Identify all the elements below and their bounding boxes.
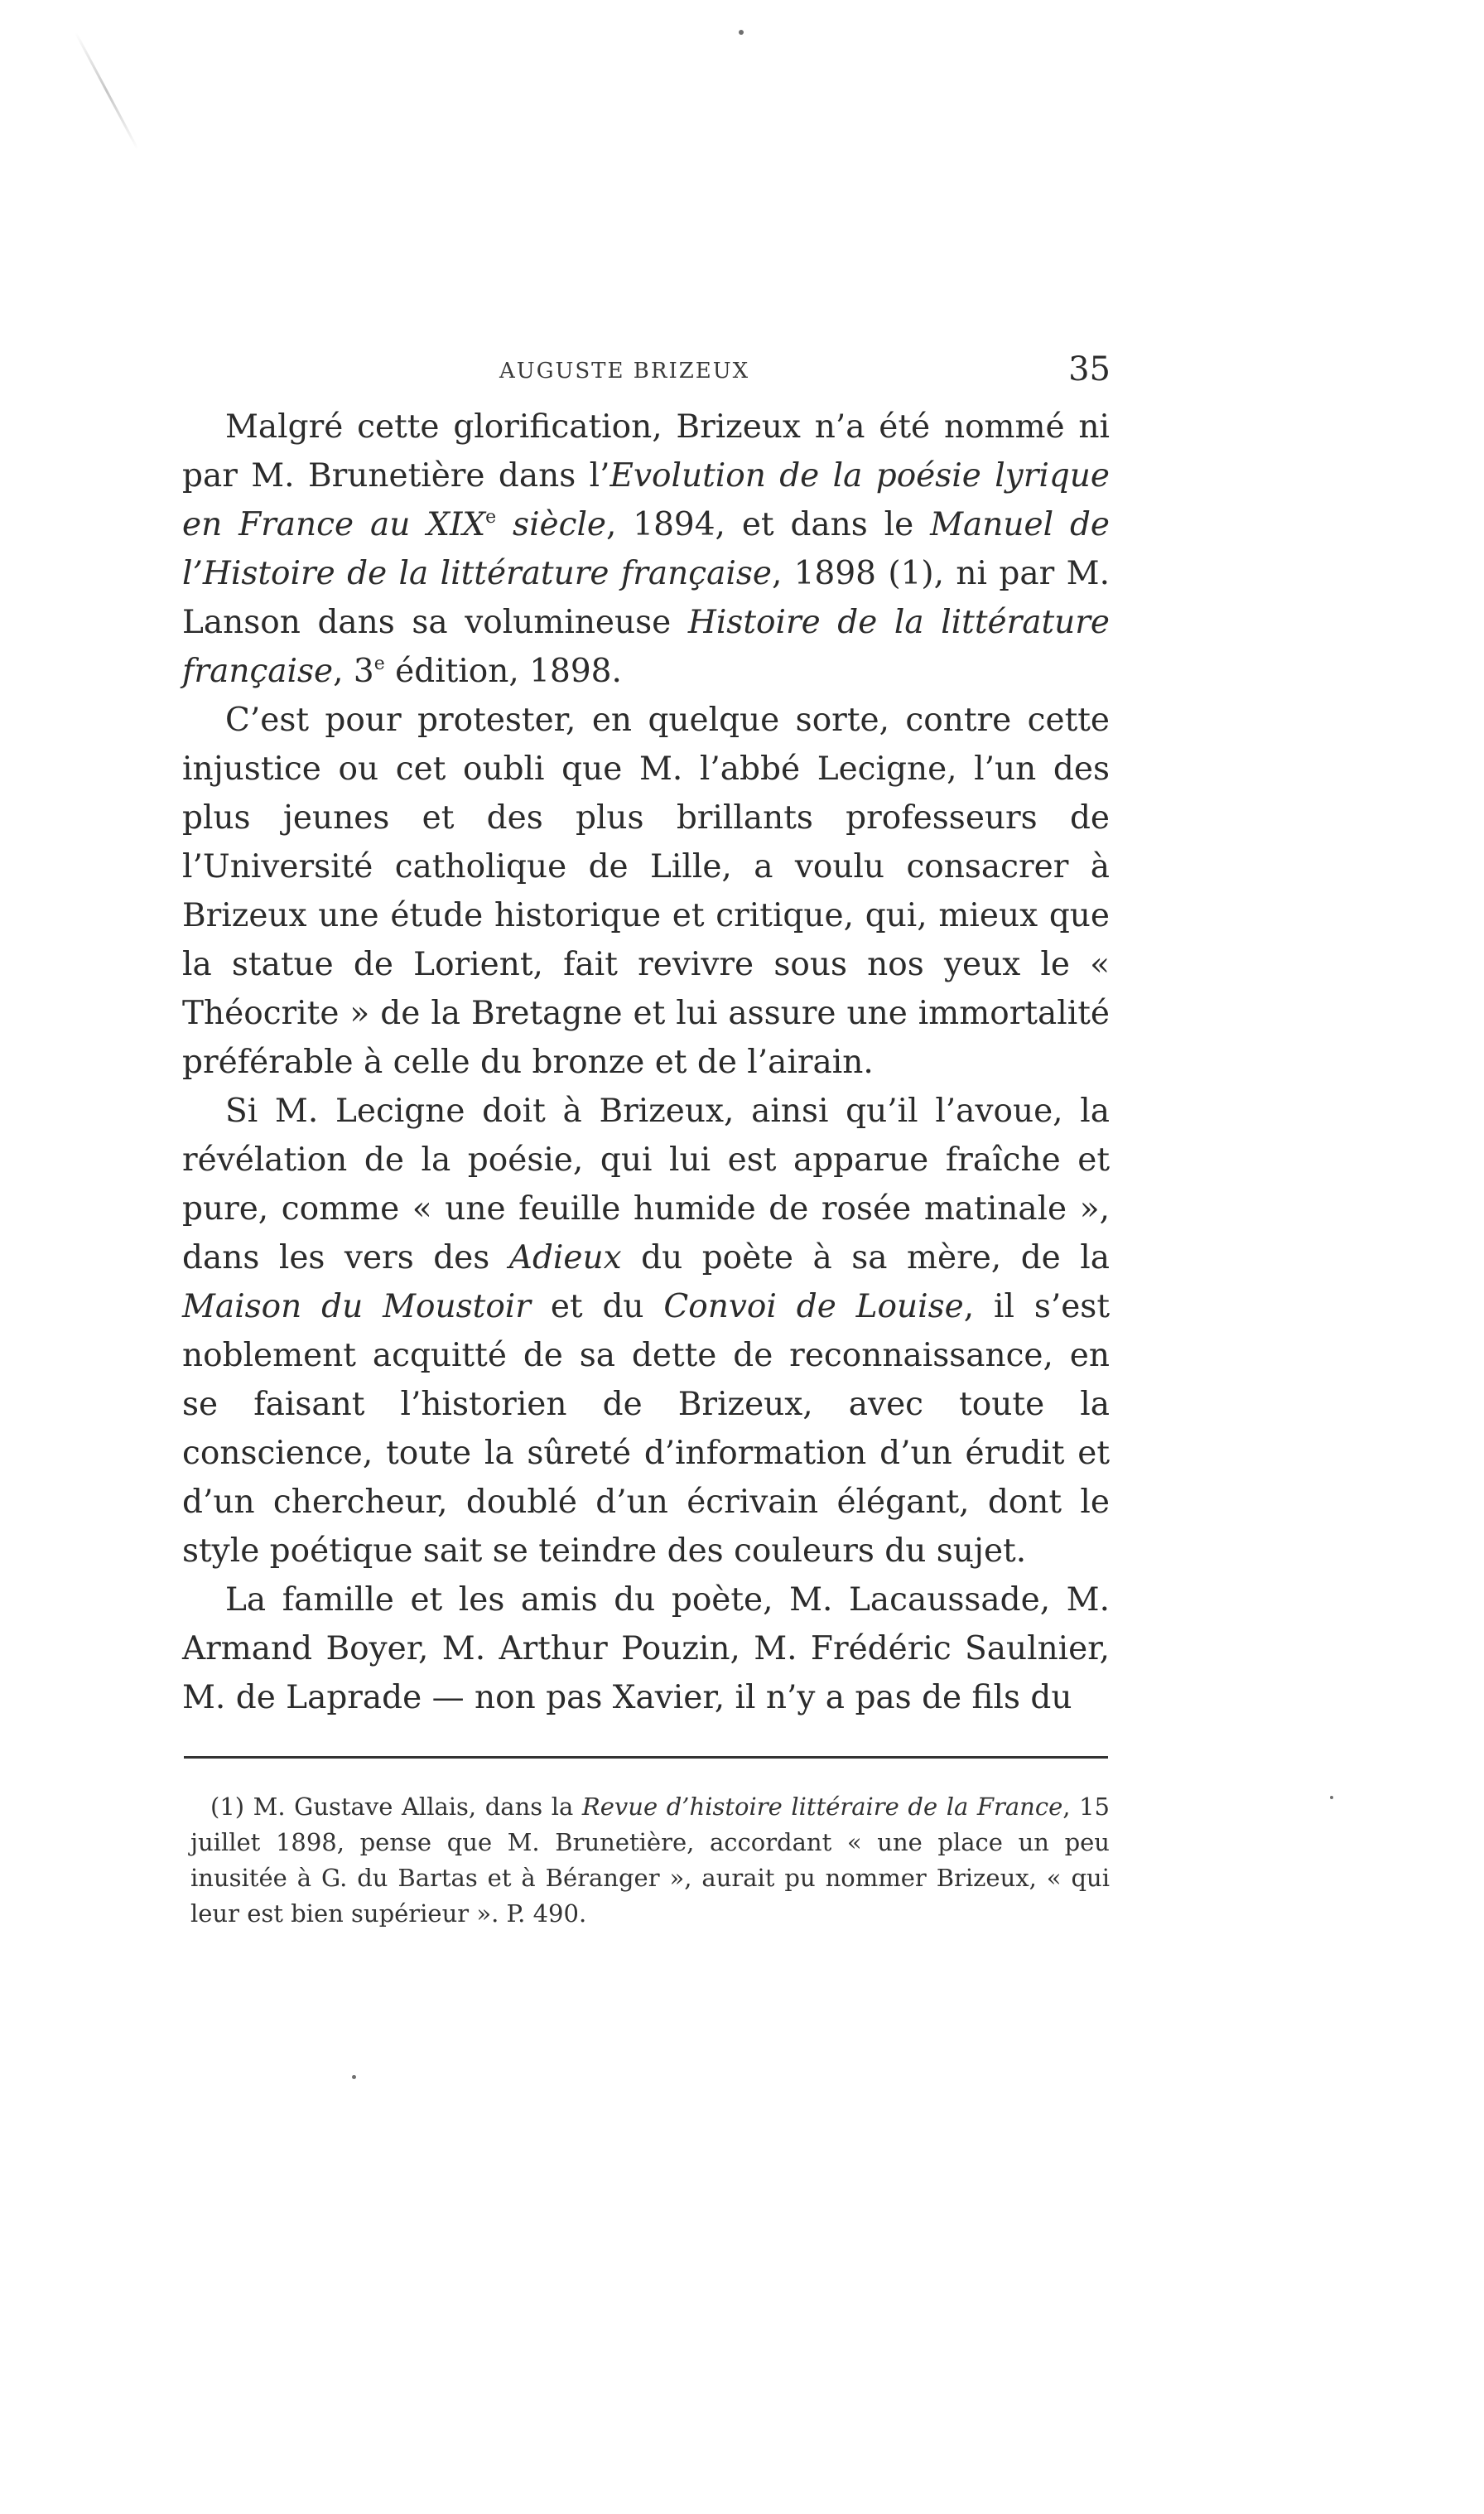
footnote-rule xyxy=(184,1756,1108,1759)
paragraph-3-text: Si M. Lecigne doit à Brizeux, ainsi qu’il l’avoue, la révélation de la poésie, qui lui est apparue fraîche et pure, comme « une feuille humide de rosée matinale », dans les vers des xyxy=(182,1093,1110,1276)
paragraph-1 xyxy=(182,403,1110,696)
paragraph-3-text: du poète à sa mère, de la xyxy=(621,1239,1110,1276)
paragraph-1-text: édition, 1898. xyxy=(384,653,622,690)
paragraph-1-text: , 1898 (1), ni par M. Lanson dans sa volumineuse xyxy=(182,555,1110,641)
poem-title-maison-du-moustoir: Maison du Moustoir xyxy=(182,1288,531,1325)
paragraph-3-text: et du xyxy=(530,1288,664,1325)
paragraph-3 xyxy=(182,1087,1110,1575)
paper-speck xyxy=(1330,1796,1333,1799)
book-title-manuel: Manuel de l’Histoire de la littérature française xyxy=(182,506,1111,592)
paper-speck xyxy=(739,30,744,35)
page-number: 35 xyxy=(1068,350,1111,388)
paragraph-1-text: Malgré cette glorification, Brizeux n’a été nommé ni par M. Brunetière dans l’ xyxy=(182,408,1110,495)
paragraph-1-text: , 1894, et dans le xyxy=(606,506,931,543)
paragraph-2: C’est pour protester, en quelque sorte, contre cette injustice ou cet oubli que M. l’abbé Lecigne, l’un des plus jeunes et des plus brillants professeurs de l’Université catholique de Lille, a voulu consacrer à Brizeux une étude historique et critique, qui, mieux que la statue de Lorient, fait revivre sous nos yeux le « Théocrite » de la Bretagne et lui assure une immortalité préférable à celle du bronze et de l’airain. xyxy=(182,702,1110,1081)
paragraph-1-text: , 3 xyxy=(333,653,374,690)
paper-mark xyxy=(75,32,139,151)
running-header xyxy=(185,344,1112,402)
book-title-evolution: Evolution de la poésie lyrique en France au XIX xyxy=(182,457,1110,543)
superscript-e: e xyxy=(485,507,497,528)
paragraph-3-text: , il s’est noblement acquitté de sa dette de reconnaissance, en se faisant l’historien de Brizeux, avec toute la conscience, toute la sûreté d’information d’un érudit et d’un chercheur, doublé d’un écrivain élégant, dont le style poétique sait se teindre des couleurs du sujet. xyxy=(182,1288,1110,1570)
book-title-histoire: Histoire de la littérature française xyxy=(182,604,1110,690)
paper-speck xyxy=(352,2075,356,2079)
running-title: AUGUSTE BRIZEUX xyxy=(499,359,750,384)
paragraph-4: La famille et les amis du poète, M. Lacaussade, M. Armand Boyer, M. Arthur Pouzin, M. Frédéric Saulnier, M. de Laprade — non pas Xavier, il n’y a pas de fils du xyxy=(182,1581,1110,1716)
poem-title-adieux: Adieux xyxy=(508,1239,622,1276)
book-title-evolution-end: siècle xyxy=(496,506,607,543)
poem-title-convoi-de-louise: Convoi de Louise xyxy=(663,1288,964,1325)
journal-title: Revue d’histoire littéraire de la France xyxy=(581,1793,1063,1821)
footnote-text: (1) M. Gustave Allais, dans la xyxy=(210,1793,582,1821)
footnote-text: , 15 juillet 1898, pense que M. Brunetière, accordant « une place un peu inusitée à G. du Bartas et à Béranger », aurait pu nommer Brizeux, « qui leur est bien supérieur ». P. 490. xyxy=(190,1793,1110,1928)
footnote xyxy=(190,1789,1110,1932)
superscript-e: e xyxy=(373,654,385,674)
main-text xyxy=(182,403,1110,1722)
